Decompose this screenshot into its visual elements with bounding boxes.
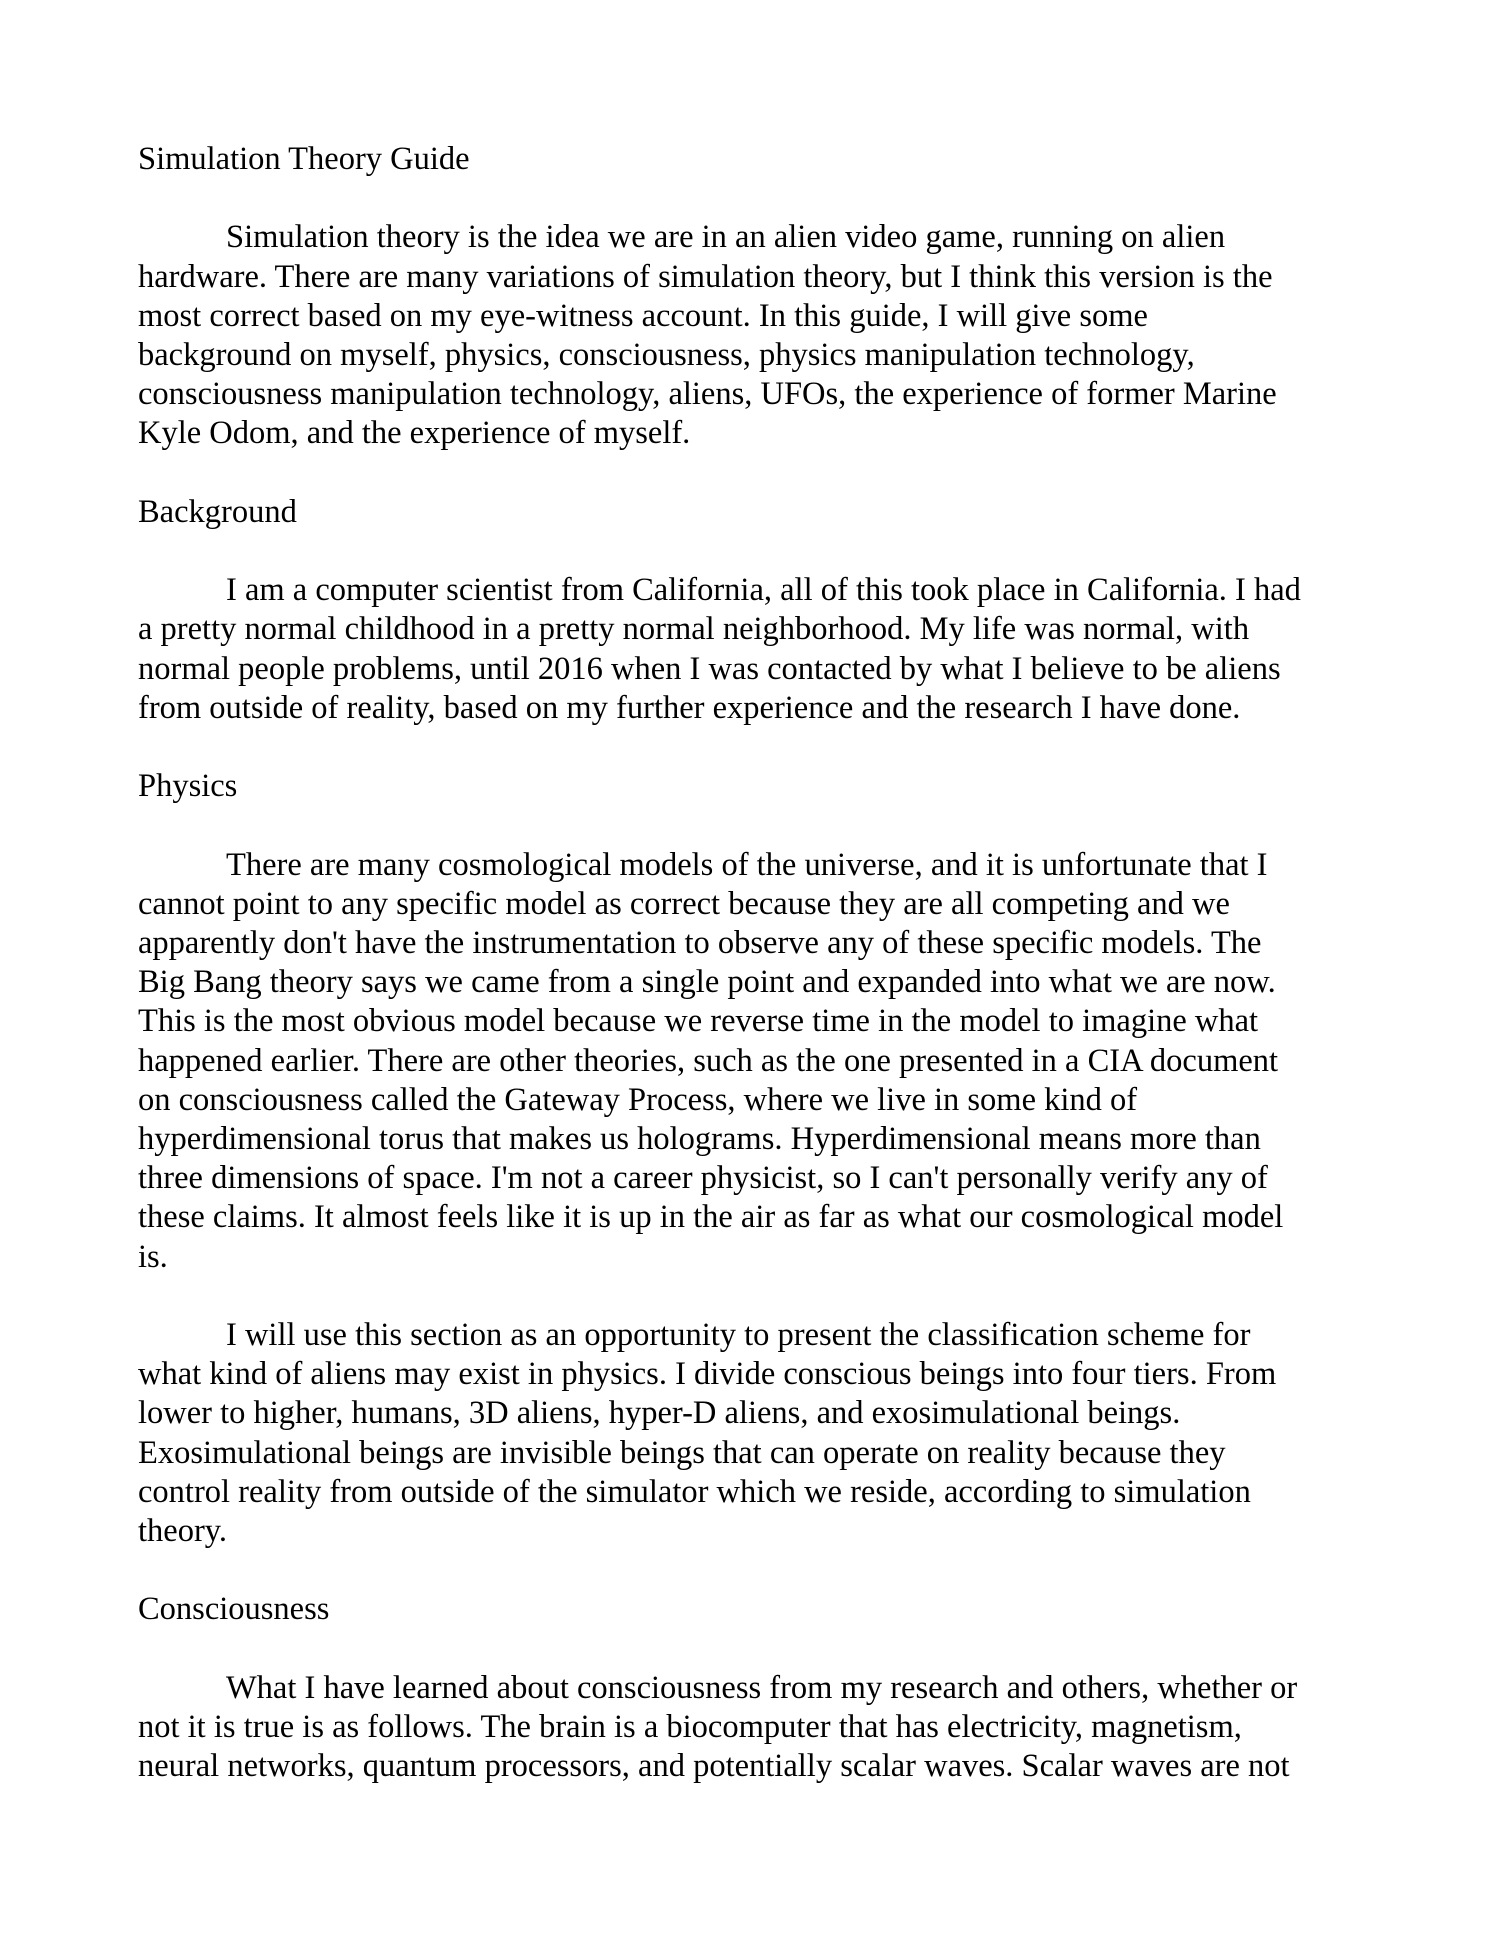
text-line: is. [138,1238,168,1275]
text-line: happened earlier. There are other theories, such as the one presented in a CIA document [138,1042,1279,1079]
text-line: This is the most obvious model because we reverse time in the model to imagine what [138,1003,1259,1040]
physics-paragraph-2 [138,1316,1350,1551]
text-line: Big Bang theory says we came from a single point and expanded into what we are now. [138,964,1276,1001]
intro-paragraph [138,218,1350,453]
consciousness-paragraph [138,1669,1350,1787]
section-heading-background: Background [138,493,297,530]
text-line: these claims. It almost feels like it is up in the air as far as what our cosmological model [138,1199,1284,1236]
text-line: consciousness manipulation technology, aliens, UFOs, the experience of former Marine [138,376,1277,413]
document-title: Simulation Theory Guide [138,141,470,177]
text-line: three dimensions of space. I'm not a career physicist, so I can't personally verify any of [138,1160,1268,1197]
text-line: I am a computer scientist from California, all of this took place in California. I had [226,572,1301,609]
text-line: what kind of aliens may exist in physics. I divide conscious beings into four tiers. From [138,1356,1277,1393]
text-line: There are many cosmological models of the universe, and it is unfortunate that I [226,846,1268,883]
text-line: hyperdimensional torus that makes us holograms. Hyperdimensional means more than [138,1121,1261,1157]
text-line: neural networks, quantum processors, and potentially scalar waves. Scalar waves are not [138,1748,1290,1785]
text-line: most correct based on my eye-witness account. In this guide, I will give some [138,297,1148,334]
text-line: Simulation theory is the idea we are in an alien video game, running on alien [226,219,1226,256]
text-line: I will use this section as an opportunity to present the classification scheme for [226,1317,1251,1353]
text-line: apparently don't have the instrumentation to observe any of these specific models. The [138,924,1262,961]
background-paragraph [138,571,1350,728]
text-line: What I have learned about consciousness from my research and others, whether or [226,1669,1298,1706]
text-line: theory. [138,1513,228,1550]
text-line: from outside of reality, based on my further experience and the research I have done. [138,689,1241,726]
text-line: not it is true is as follows. The brain is a biocomputer that has electricity, magnetism, [138,1709,1242,1745]
text-line: hardware. There are many variations of simulation theory, but I think this version is the [138,258,1273,295]
text-line: background on myself, physics, consciousness, physics manipulation technology, [138,337,1195,373]
text-line: Exosimulational beings are invisible beings that can operate on reality because they [138,1434,1226,1471]
text-line: Kyle Odom, and the experience of myself. [138,415,691,452]
text-line: cannot point to any specific model as correct because they are all competing and we [138,885,1230,922]
text-line: a pretty normal childhood in a pretty normal neighborhood. My life was normal, with [138,611,1250,648]
physics-paragraph-1 [138,846,1350,1277]
document-page [138,140,1350,1826]
text-line: normal people problems, until 2016 when I was contacted by what I believe to be aliens [138,650,1281,687]
section-heading-consciousness: Consciousness [138,1591,330,1628]
section-heading-physics: Physics [138,768,238,805]
text-line: lower to higher, humans, 3D aliens, hyper-D aliens, and exosimulational beings. [138,1395,1181,1432]
text-line: on consciousness called the Gateway Process, where we live in some kind of [138,1081,1138,1118]
text-line: control reality from outside of the simulator which we reside, according to simulation [138,1473,1251,1510]
